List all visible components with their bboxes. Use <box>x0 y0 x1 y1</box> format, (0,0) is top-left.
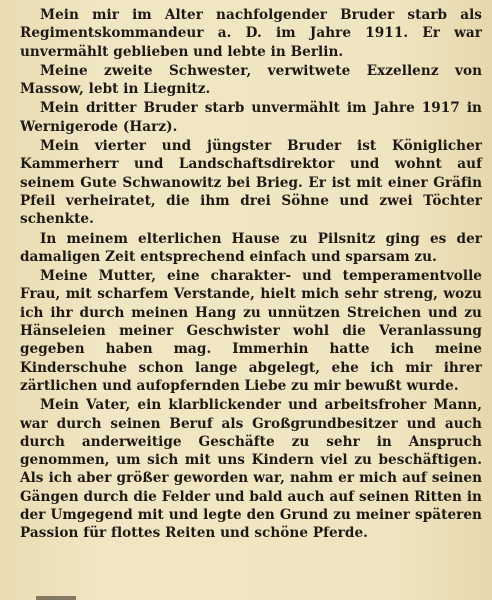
text-column <box>20 6 482 543</box>
paragraph-mother: Meine Mutter, eine charakter- und temperamentvolle Frau, mit scharfem Verstande, hielt mich sehr streng, wozu ich ihr durch meinen Hang zu unnützen Streichen und zu Hänseleien meiner Geschwister wohl die Veranlassung gegeben haben mag. Immerhin hatte ich meine Kinderschuhe schon lange abgelegt, ehe ich mir ihrer zärtlichen und aufopfernden Liebe zu mir bewußt wurde. <box>20 268 482 394</box>
paragraph-brother-regiment: Mein mir im Alter nachfolgender Bruder starb als Regimentskommandeur a. D. im Jahre 1911. Er war unvermählt geblieben und lebte in Berlin. <box>20 7 482 60</box>
paragraph-parental-home: In meinem elterlichen Hause zu Pilsnitz ging es der damaligen Zeit entsprechend einfach und sparsam zu. <box>20 230 482 265</box>
paragraph-fourth-brother: Mein vierter und jüngster Bruder ist Königlicher Kammerherr und Landschaftsdirektor und wohnt auf seinem Gute Schwanowitz bei Brieg. Er ist mit einer Gräfin Pfeil verheiratet, die ihm drei Söhne und zwei Töchter schenkte. <box>20 138 482 228</box>
paragraph-second-sister: Meine zweite Schwester, verwitwete Exzellenz von Massow, lebt in Liegnitz. <box>20 62 482 98</box>
paragraph-father: Mein Vater, ein klarblickender und arbeitsfroher Mann, war durch seinen Beruf als Großgrundbesitzer und auch durch anderweitige Geschäfte zu sehr in Anspruch genommen, um sich mit uns Kindern viel zu beschäftigen. Als ich aber größer geworden war, nahm er mich auf seinen Gängen durch die Felder und bald auch auf seinen Ritten in der Umgegend mit und legte den Grund zu meiner späteren Passion für flottes Reiten und schöne Pferde. <box>20 397 482 542</box>
paragraph-third-brother: Mein dritter Bruder starb unvermählt im Jahre 1917 in Wernigerode (Harz). <box>20 100 482 135</box>
cut-off-next-line <box>36 592 76 600</box>
